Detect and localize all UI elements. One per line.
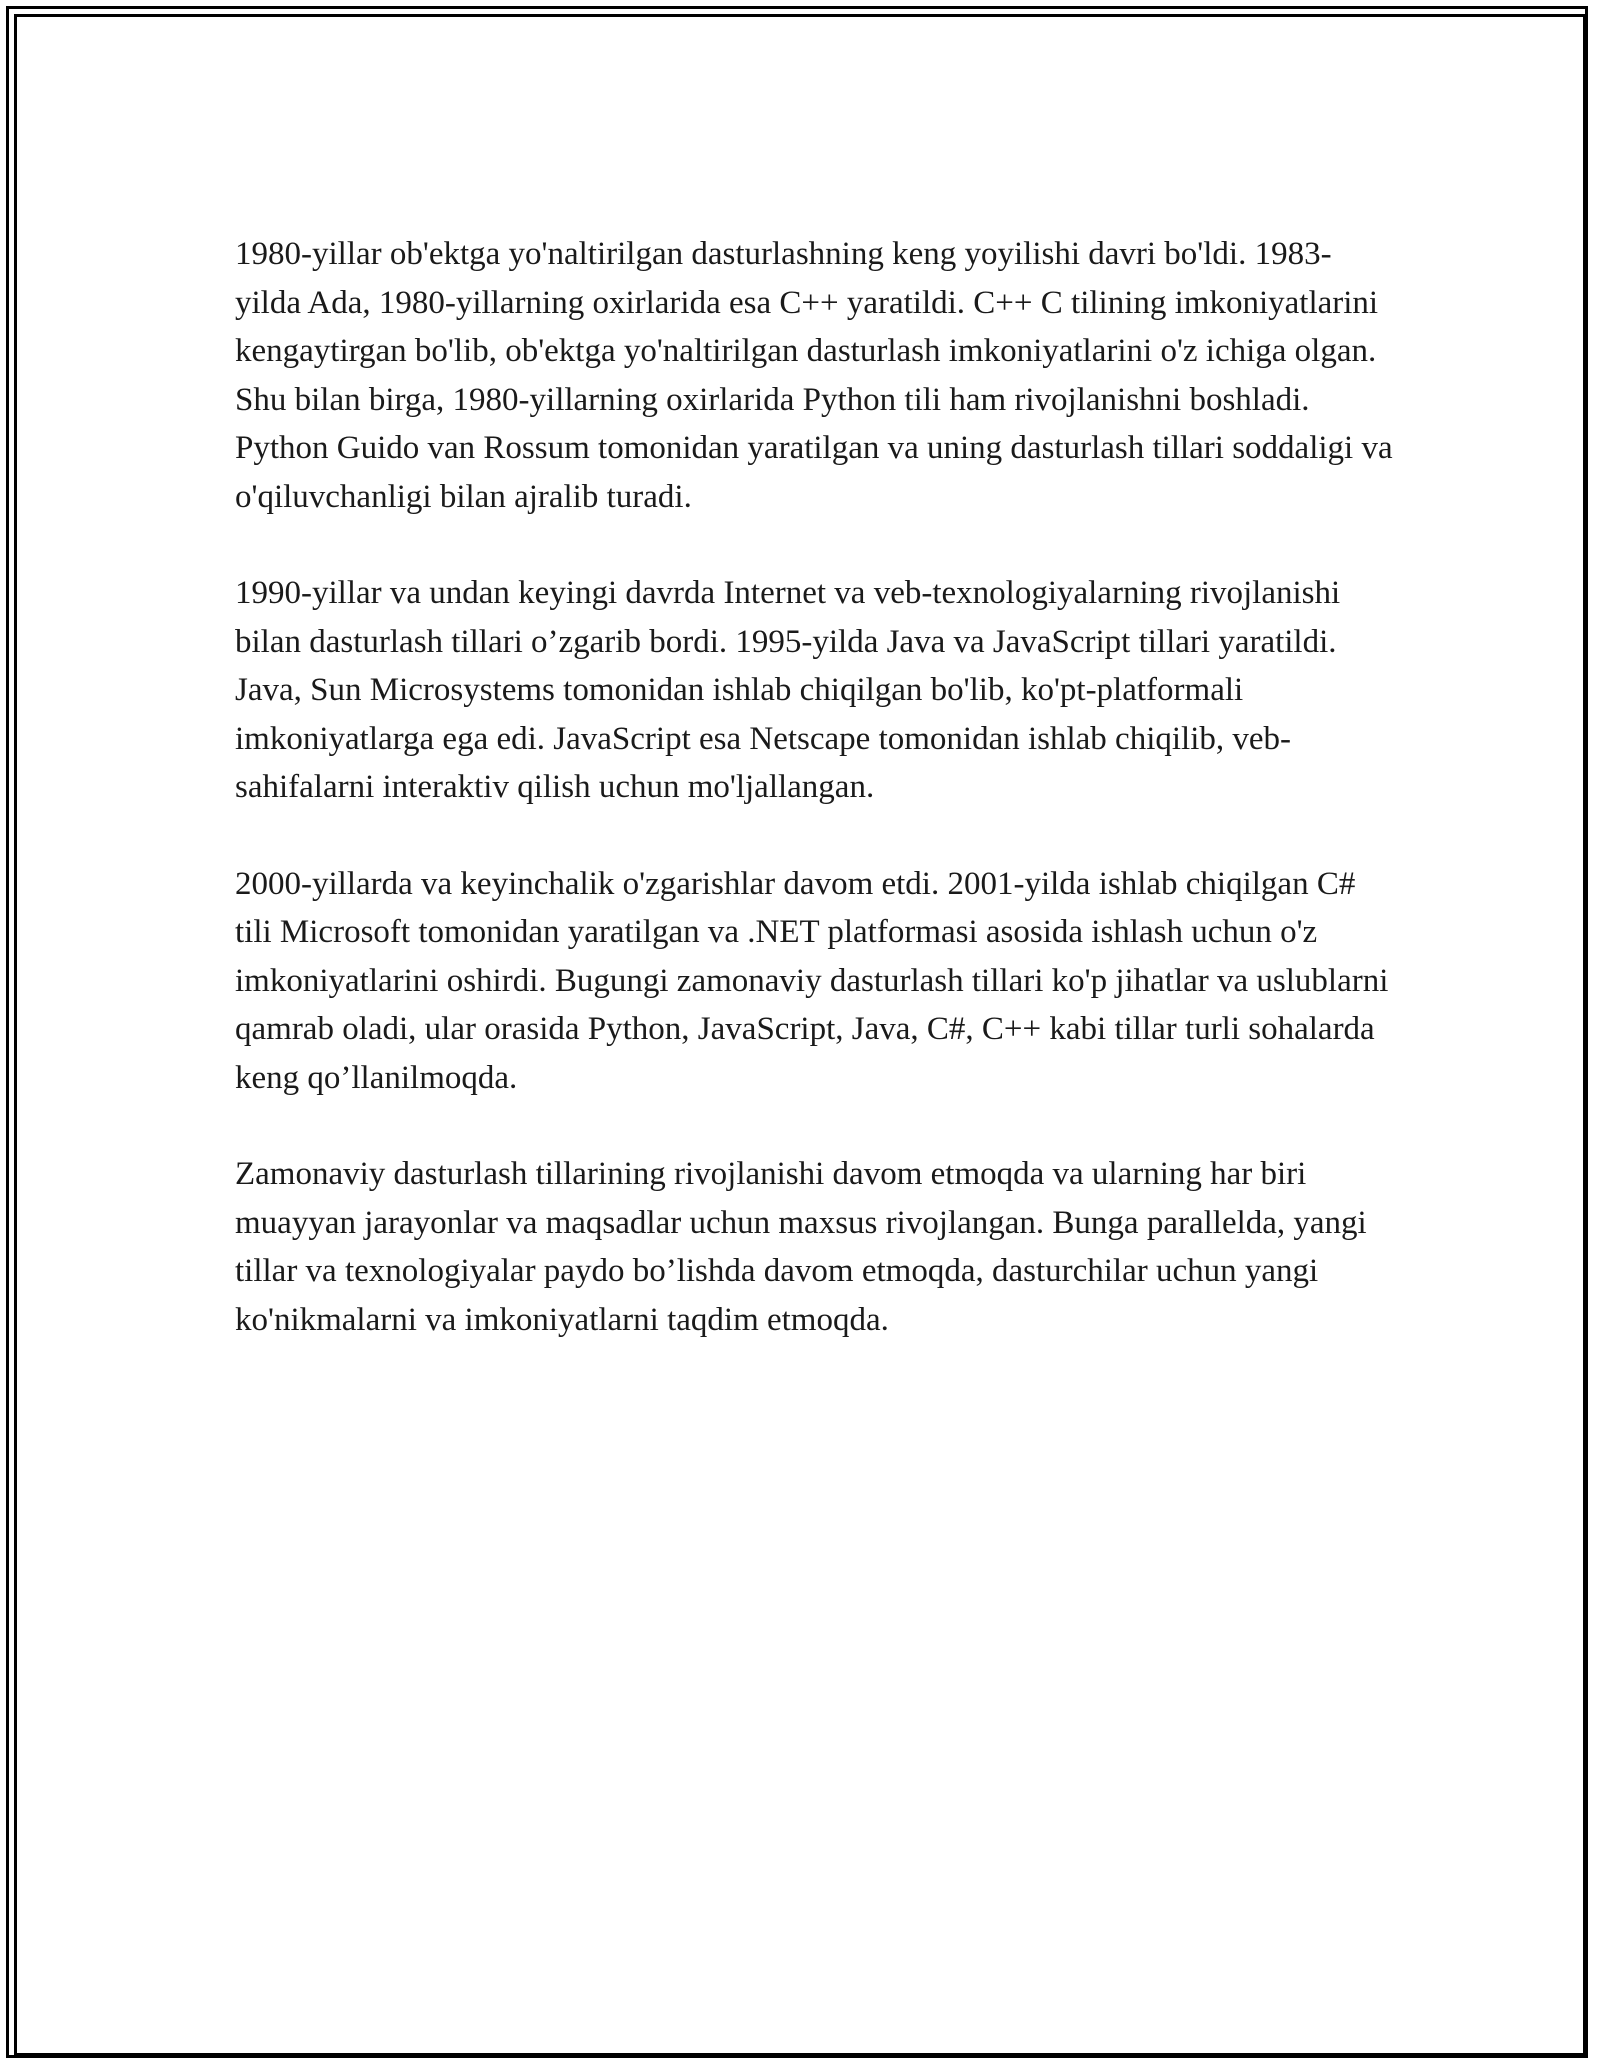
paragraph-modern: Zamonaviy dasturlash tillarining rivojlanishi davom etmoqda va ularning har biri muayyan jarayonlar va maqsadlar uchun maxsus rivojlangan. Bunga parallelda, yangi tillar va texnologiyalar paydo bo’lishda davom etmoqda, dasturchilar uchun yangi ko'nikmalarni va imkoniyatlarni taqdim etmoqda. <box>235 1156 1367 1338</box>
paragraph-2000s: 2000-yillarda va keyinchalik o'zgarishlar davom etdi. 2001-yilda ishlab chiqilgan C# tili Microsoft tomonidan yaratilgan va .NET platformasi asosida ishlash uchun o'z imkoniyatlarini oshirdi. Bugungi zamonaviy dasturlash tillari ko'p jihatlar va uslublarni qamrab oladi, ular orasida Python, JavaScript, Java, C#, C++ kabi tillar turli sohalarda keng qo’llanilmoqda. <box>235 865 1389 1096</box>
paragraph-1980s: 1980-yillar ob'ektga yo'naltirilgan dasturlashning keng yoyilishi davri bo'ldi. 1983-yilda Ada, 1980-yillarning oxirlarida esa C++ yaratildi. C++ C tilining imkoniyatlarini kengaytirgan bo'lib, ob'ektga yo'naltirilgan dasturlash imkoniyatlarini o'z ichiga olgan. Shu bilan birga, 1980-yillarning oxirlarida Python tili ham rivojlanishni boshladi. Python Guido van Rossum tomonidan yaratilgan va uning dasturlash tillari soddaligi va o'qiluvchanligi bilan ajralib turadi. <box>235 236 1393 515</box>
paragraph-1990s: 1990-yillar va undan keyingi davrda Internet va veb-texnologiyalarning rivojlanishi bilan dasturlash tillari o’zgarib bordi. 1995-yilda Java va JavaScript tillari yaratildi. Java, Sun Microsystems tomonidan ishlab chiqilgan bo'lib, ko'pt-platformali imkoniyatlarga ega edi. JavaScript esa Netscape tomonidan ishlab chiqilib, veb-sahifalarni interaktiv qilish uchun mo'ljallangan. <box>235 575 1341 805</box>
document-body <box>235 230 1395 1392</box>
